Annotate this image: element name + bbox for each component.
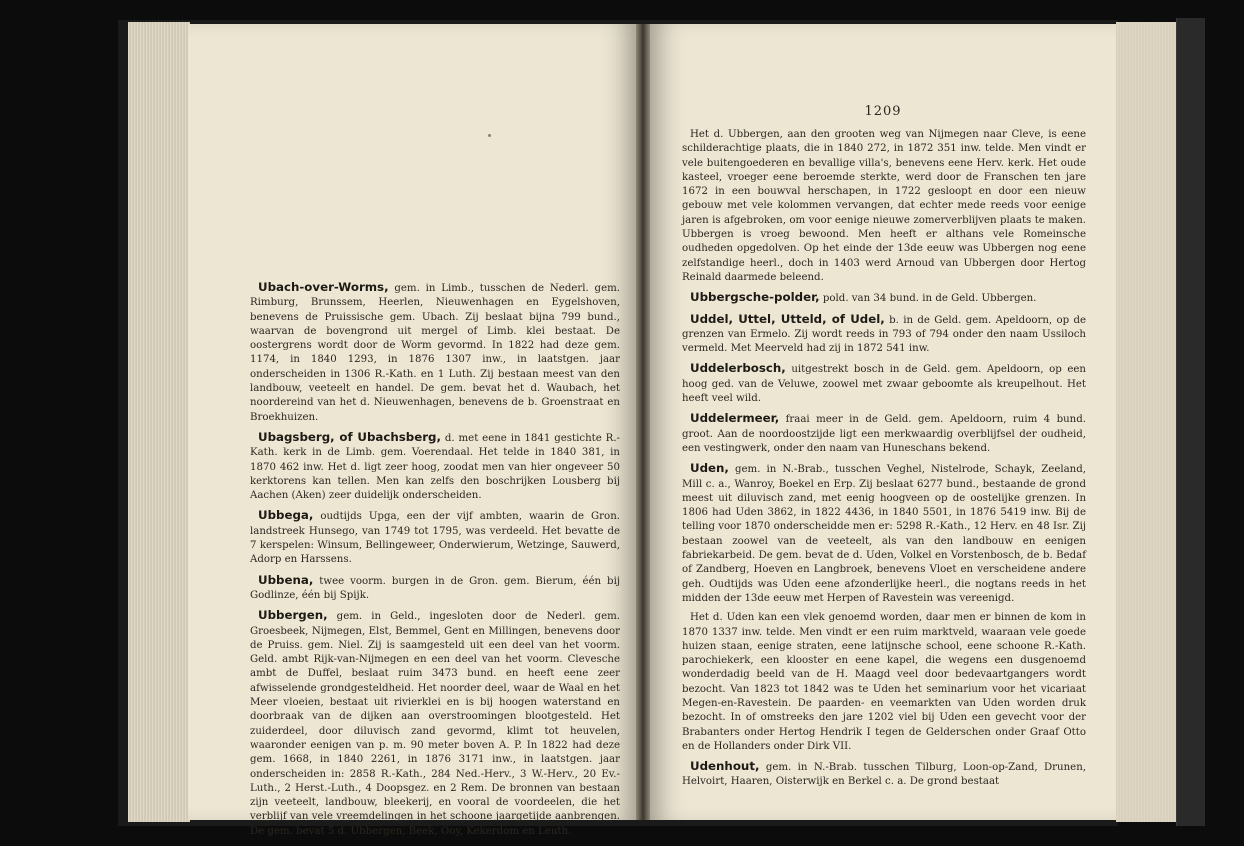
book-cover-edge [1176, 18, 1205, 826]
entry-text: uitgestrekt bosch in de Geld. gem. Apeldoorn, op een hoog ged. van de Veluwe, zoowel met zwaar geboomte als kreupelhout. Het heeft veel wild. [682, 364, 1086, 405]
entry-headword: Ubbega, [258, 508, 314, 523]
entry-text: gem. in Limb., tusschen de Nederl. gem. Rimburg, Brunssem, Heerlen, Nieuwenhagen en Eygelshoven, benevens de Pruissische gem. Ubach. Zij beslaat bijna 799 bund., waarvan de bovengrond uit mergel of Limb. klei bestaat. De oostergrens wordt door de Worm gevormd. In 1822 had deze gem. 1174, in 1840 1293, in 1876 1307 inw., in laatstgen. jaar onderscheiden in 1306 R.-Kath. en 1 Luth. Zij bestaan meest van den landbouw, veeteelt en handel. De gem. bevat het d. Waubach, het noordereind van het d. Nieuwenhagen, benevens de b. Groenstraat en Broekhuizen. [250, 283, 620, 423]
dictionary-entry [250, 508, 620, 567]
entry-headword: Ubach-over-Worms, [258, 280, 389, 294]
entry-text: gem. in Geld., ingesloten door de Nederl. gem. Groesbeek, Nijmegen, Elst, Bemmel, Gent en Millingen, benevens door de Pruiss. gem. Niel. Zij is saamgesteld uit een deel van het voorm. Geld. ambt Rijk-van-Nijmegen en een deel van het voorm. Clevesche ambt de Duffel, beslaat ruim 3473 bund. en heeft eene zeer afwisselende grondgesteldheid. Het noorder deel, waar de Waal en het Meer vloeien, bestaat uit rivierklei en is bij hoogen waterstand en doorbraak van de dijken aan overstroomingen blootgesteld. Het zuiderdeel, door diluvisch zand gevormd, klimt tot heuvelen, waaronder eenigen van p. m. 90 meter boven A. P. In 1822 had deze gem. 1668, in 1840 2261, in 1876 3171 inw., in laatstgen. jaar onderscheiden in: 2858 R.-Kath., 284 Ned.-Herv., 3 W.-Herv., 20 Ev.-Luth., 2 Herst.-Luth., 4 Doopsgez. en 2 Rem. De bronnen van bestaan zijn veeteelt, landbouw, bleekerij, en vooral de voordeelen, die het verblijf van vele vreemdelingen in het schoone jaargetijde aanbrengen. De gem. bevat 5 d. Ubbergen, Beek, Ooy, Kekerdom en Leuth. [250, 611, 620, 837]
entry-text: twee voorm. burgen in de Gron. gem. Bierum, één bij Godlinze, één bij Spijk. [250, 575, 620, 601]
entry-headword: Uddelermeer, [690, 411, 780, 426]
dictionary-entry [250, 573, 620, 604]
entry-text: Het d. Uden kan een vlek genoemd worden, daar men er binnen de kom in 1870 1337 inw. telde. Men vindt er een ruim marktveld, waaraan vele goede huizen staan, eenige straten, eene latijnsche school, eene schoone R.-Kath. parochiekerk, een klooster en eene kapel, die wegens een dusgenoemd wonderdadig beeld van de H. Maagd veel door bedevaartgangers wordt bezocht. Van 1823 tot 1842 was te Uden het seminarium voor het vicariaat Megen-en-Ravestein. De paarden- en veemarkten van Uden worden druk bezocht. In of omstreeks den jare 1202 viel bij Uden een gevecht voor der Brabanters onder Hertog Hendrik I tegen de Gelderschen onder Graaf Otto en de Hollanders onder Dirk VII. [682, 612, 1086, 752]
entry-headword: Udenhout, [690, 759, 760, 774]
dictionary-entry [250, 608, 620, 839]
entry-headword: Uddelerbosch, [690, 361, 786, 376]
entry-headword: Ubbergsche-polder, [690, 290, 820, 305]
left-page-edges [128, 22, 190, 822]
dictionary-entry [682, 312, 1086, 357]
entry-headword: Ubbergen, [258, 608, 328, 623]
entry-text: b. in de Geld. gem. Apeldoorn, op de grenzen van Ermelo. Zij wordt reeds in 793 of 794 onder den naam Ussiloch vermeld. Met Meerveld had zij in 1872 541 inw. [682, 314, 1086, 355]
entry-headword: Ubagsberg, of Ubachsberg, [258, 429, 441, 444]
entry-text: d. met eene in 1841 gestichte R.-Kath. kerk in de Limb. gem. Voerendaal. Het telde in 1840 381, in 1870 462 inw. Het d. ligt zeer hoog, zoodat men van hier ongeveer 50 kerktorens kan tellen. Men kan zelfs den boschrijken Lousberg bij Aachen (Aken) zeer duidelijk onderscheiden. [250, 432, 620, 502]
dictionary-entry [682, 461, 1086, 606]
entry-headword: Uddel, Uttel, Utteld, of Udel, [690, 311, 885, 326]
right-text-column [682, 128, 1086, 795]
dictionary-entry [250, 280, 620, 425]
paper-speck [488, 134, 491, 137]
entry-headword: Uden, [690, 461, 729, 476]
left-page [188, 24, 636, 837]
dictionary-entry [682, 361, 1086, 406]
dictionary-entry [682, 411, 1086, 456]
ubbergen-village-paragraph: Het d. Ubbergen, aan den grooten weg van Nijmegen naar Cleve, is eene schilderachtige plaats, die in 1840 272, in 1872 351 inw. telde. Men vindt er vele buitengoederen en bevallige villa's, benevens eene Herv. kerk. Het oude kasteel, vroeger eene beroemde sterkte, werd door de Franschen ten jare 1672 in een bouwval herschapen, in 1722 gesloopt en door een nieuw gebouw met vele kolommen vervangen, dat echter mede reeds voor eenige jaren is afgebroken, om voor eenige nieuwe zomerverblijven plaats te maken. Ubbergen is vroeg bewoond. Men heeft er althans vele Romeinsche oudheden opgedolven. Op het einde der 13de eeuw was Ubbergen nog eene zelfstandige heerl., doch in 1403 werd Arnoud van Ubbergen door Hertog Reinald daarmede beleend. [682, 129, 1086, 283]
entry-text: gem. in N.-Brab., tusschen Veghel, Nistelrode, Schayk, Zeeland, Mill c. a., Wanroy, Boekel en Erp. Zij beslaat 6277 bund., bestaande de grond meest uit diluvisch zand, met eenig hoogveen op de oostelijke grenzen. In 1806 had Uden 3862, in 1822 4436, in 1840 5501, in 1876 5419 inw. Bij de telling voor 1870 onderscheidde men er: 5298 R.-Kath., 12 Herv. en 48 Isr. Zij bestaan zoowel van de veeteelt, als van den landbouw en eenigen fabriekarbeid. De gem. bevat de d. Uden, Volkel en Vorstenbosch, de b. Bedaf of Zandberg, Hoeven en Langbroek, benevens Vloet en verscheidene andere geh. Oudtijds was Uden eene afzonderlijke heerl., die nogtans reeds in het midden der 13de eeuw met Herpen of Ravestein was vereenigd. [682, 464, 1086, 604]
right-page [650, 24, 1116, 820]
dictionary-entry [682, 759, 1086, 790]
entry-text: fraai meer in de Geld. gem. Apeldoorn, ruim 4 bund. groot. Aan de noordoostzijde ligt een merkwaardig overblijfsel der oudheid, een vestingwerk, onder den naam van Huneschans bekend. [682, 414, 1086, 454]
right-page-edges [1116, 22, 1176, 822]
left-text-column [250, 280, 620, 844]
entry-text: gem. in N.-Brab. tusschen Tilburg, Loon-op-Zand, Drunen, Helvoirt, Haaren, Oisterwijk en Berkel c. a. De grond bestaat [682, 762, 1086, 788]
dictionary-entry [682, 611, 1086, 754]
dictionary-entry [250, 430, 620, 503]
entry-text: oudtijds Upga, een der vijf ambten, waarin de Gron. landstreek Hunsego, van 1749 tot 1795, was verdeeld. Het bevatte de 7 kerspelen: Winsum, Bellingeweer, Onderwierum, Wetzinge, Sauwerd, Adorp en Harssens. [250, 511, 620, 566]
entry-headword: Ubbena, [258, 572, 314, 587]
dictionary-entry [682, 290, 1086, 306]
book-gutter [636, 24, 650, 820]
entry-text: pold. van 34 bund. in de Geld. Ubbergen. [819, 293, 1037, 305]
page-number: 1209 [864, 104, 902, 119]
